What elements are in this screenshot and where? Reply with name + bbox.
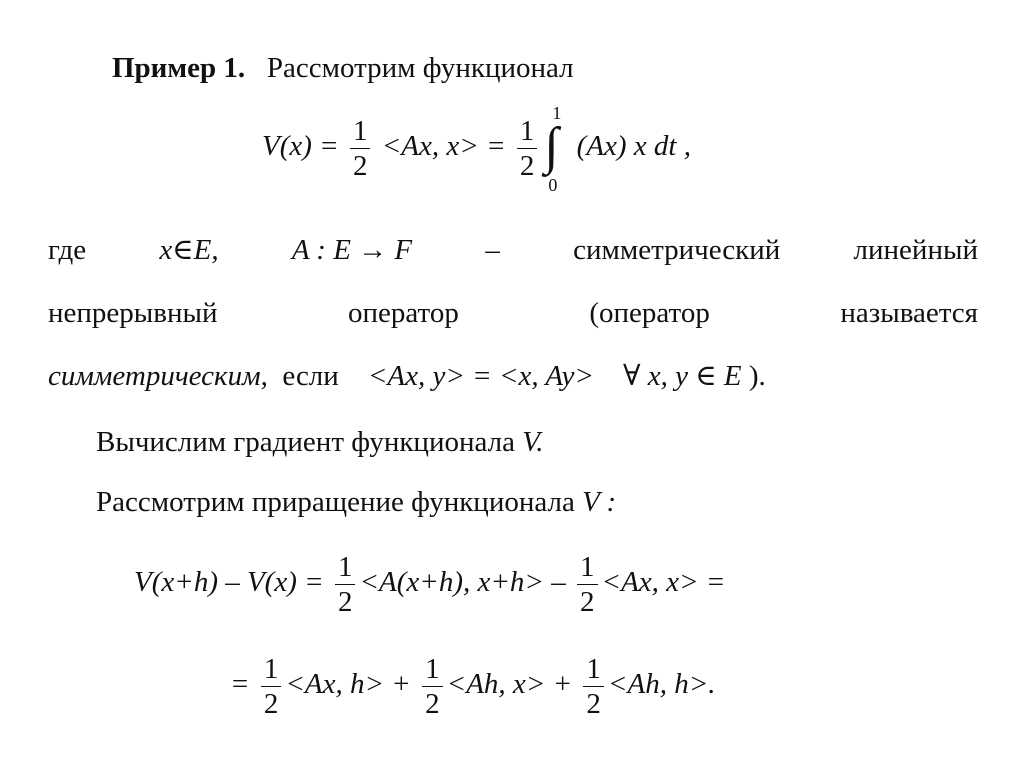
- formula3-equals: =: [230, 668, 250, 700]
- var-V: V :: [582, 486, 617, 518]
- example-heading: [112, 50, 574, 86]
- formula-x-in-E: x∈E,: [159, 234, 219, 266]
- example-number: Пример 1.: [112, 52, 246, 84]
- formula-operator-A: A : E → F: [291, 234, 413, 266]
- sentence-gradient: [96, 424, 543, 460]
- word-linear: линейный: [853, 234, 978, 266]
- term-symmetric: симметрическим,: [48, 360, 268, 392]
- formula1-lhs: V(x) =: [262, 130, 339, 162]
- fraction-one-half: $\frac{1}{2}$: [517, 114, 538, 183]
- fraction-one-half: $\frac{1}{2}$: [261, 652, 282, 721]
- paragraph-line-2: [48, 295, 978, 331]
- word-called: называется: [840, 297, 978, 329]
- var-V: V.: [522, 426, 544, 458]
- formula1-inner-product: <Ax, x> =: [381, 130, 506, 162]
- formula1-integrand: (Ax) x dt ,: [576, 130, 691, 162]
- fraction-one-half: $\frac{1}{2}$: [577, 550, 598, 619]
- fraction-one-half: $\frac{1}{2}$: [350, 114, 371, 183]
- word-operator: оператор: [348, 297, 459, 329]
- formula-functional-definition: [262, 103, 691, 196]
- formula3-term2: <Ah, x> +: [446, 668, 573, 700]
- dash: –: [485, 234, 500, 266]
- word-continuous: непрерывный: [48, 297, 218, 329]
- sentence-increment-text: Рассмотрим приращение функционала: [96, 486, 575, 518]
- word-if: если: [282, 360, 339, 392]
- formula2-lhs: V(x+h) – V(x) =: [134, 566, 324, 598]
- word-operator-paren: (оператор: [589, 297, 710, 329]
- formula-symmetry-condition: <Ax, y> = <x, Ay>: [367, 360, 594, 392]
- integral-lower-limit: 0: [548, 175, 558, 196]
- integral-sign: 1 ∫ 0: [544, 103, 562, 196]
- formula-forall: ∀ x, y ∈ E: [622, 360, 742, 392]
- word-gde: где: [48, 234, 87, 266]
- fraction-one-half: $\frac{1}{2}$: [583, 652, 604, 721]
- sentence-increment: [96, 484, 616, 520]
- formula3-term1: <Ax, h> +: [285, 668, 411, 700]
- paragraph-line-1: [48, 232, 978, 268]
- formula-expansion: [230, 644, 716, 724]
- formula3-term3: <Ah, h>.: [607, 668, 716, 700]
- formula2-term2: <Ax, x> =: [601, 566, 726, 598]
- sentence-gradient-text: Вычислим градиент функционала: [96, 426, 515, 458]
- paragraph-line-3: [48, 358, 766, 394]
- formula2-term1: <A(x+h), x+h> –: [359, 566, 566, 598]
- fraction-one-half: $\frac{1}{2}$: [422, 652, 443, 721]
- word-symmetric: симметрический: [573, 234, 781, 266]
- fraction-one-half: $\frac{1}{2}$: [335, 550, 356, 619]
- heading-text: Рассмотрим функционал: [266, 52, 574, 84]
- formula-increment: [134, 542, 725, 622]
- integral-upper-limit: 1: [552, 103, 562, 124]
- paren-close: ).: [748, 360, 766, 392]
